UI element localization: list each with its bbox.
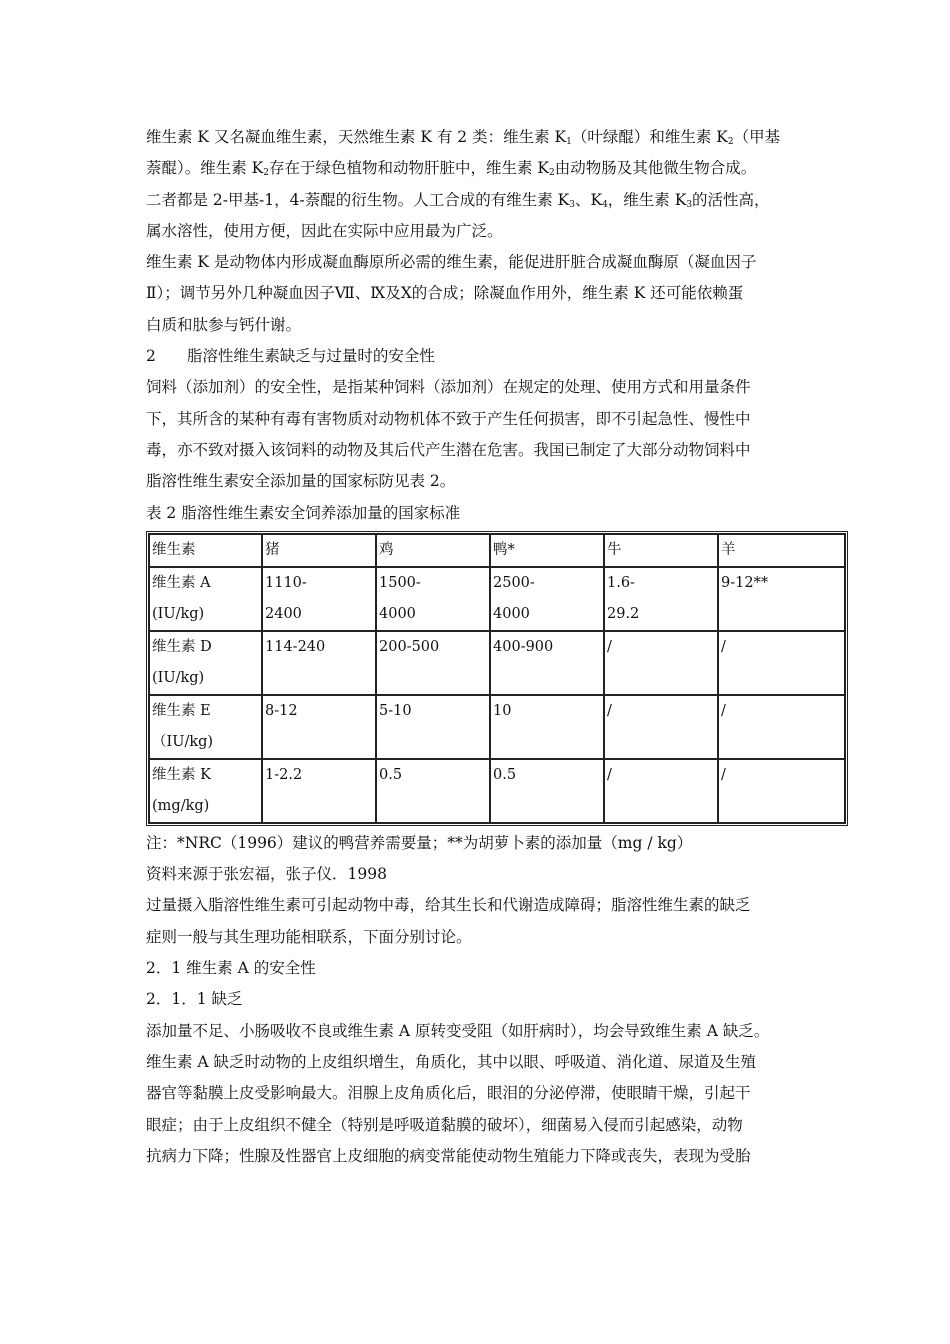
cell-value: 2400 [265, 605, 302, 622]
text-line: 毒，亦不致对摄入该饲料的动物及其后代产生潜在危害。我国已制定了大部分动物饲料中 [146, 440, 751, 459]
table-cell: / [604, 631, 718, 695]
table-header-cell: 猪 [262, 534, 376, 567]
text-line: 症则一般与其生理功能相联系，下面分别讨论。 [146, 927, 472, 946]
vitamin-name: 维生素 E [152, 702, 211, 719]
subscript: 2 [263, 168, 269, 179]
cell-value: 4000 [379, 605, 416, 622]
paragraph-vitamin-k-intro [146, 122, 806, 247]
table-cell: 0.5 [376, 759, 490, 823]
vitamin-name: 维生素 D [152, 638, 212, 655]
text-line: 器官等黏膜上皮受影响最大。泪腺上皮角质化后，眼泪的分泌停滞，使眼睛干燥，引起干 [146, 1084, 751, 1103]
subscript: 2 [549, 168, 555, 179]
table-cell: 400-900 [490, 631, 604, 695]
table-cell [604, 567, 718, 631]
table-header-cell: 羊 [718, 534, 845, 567]
section-heading-2-1-1: 2．1．1 缺乏 [146, 990, 243, 1009]
table-cell [490, 567, 604, 631]
vitamin-unit: （IU/kg) [152, 733, 214, 750]
table-row [149, 631, 845, 695]
vitamin-name: 维生素 A [152, 574, 211, 591]
table-cell: / [604, 695, 718, 759]
vitamin-standard-table [146, 531, 848, 826]
subscript: 4 [602, 199, 608, 210]
paragraph-overdose [146, 890, 806, 953]
paragraph-feed-safety [146, 372, 806, 497]
table-cell: 5-10 [376, 695, 490, 759]
table-cell: 9-12** [718, 567, 845, 631]
text: （叶绿醌）和维生素 K [571, 128, 728, 146]
subscript: 3 [569, 199, 575, 210]
text-line: 饲料（添加剂）的安全性，是指某种饲料（添加剂）在规定的处理、使用方式和用量条件 [146, 378, 751, 397]
vitamin-unit: (mg/kg) [152, 797, 210, 814]
section-heading-2-1: 2．1 维生素 A 的安全性 [146, 959, 316, 978]
text: 的活性高， [692, 190, 770, 209]
text: 由动物肠及其他微生物合成。 [554, 159, 757, 178]
table-caption: 表 2 脂溶性维生素安全饲养添加量的国家标准 [146, 503, 461, 522]
table-header-cell: 鸭* [490, 534, 604, 567]
table-cell: 200-500 [376, 631, 490, 695]
table-cell [149, 631, 262, 695]
cell-value: 4000 [493, 605, 530, 622]
table-header-cell: 牛 [604, 534, 718, 567]
table-cell: 1-2.2 [262, 759, 376, 823]
table-row [149, 695, 845, 759]
table-cell: 114-240 [262, 631, 376, 695]
vitamin-name: 维生素 K [152, 766, 211, 783]
text-line: 脂溶性维生素安全添加量的国家标防见表 2。 [146, 472, 456, 491]
subscript: 3 [686, 199, 693, 210]
text-line: 维生素 K 是动物体内形成凝血酶原所必需的维生素，能促进肝脏合成凝血酶原（凝血因子 [146, 253, 757, 272]
text-line: 抗病力下降；性腺及性器官上皮细胞的病变常能使动物生殖能力下降或丧失，表现为受胎 [146, 1146, 751, 1165]
cell-value: 1.6- [607, 574, 635, 591]
text: 维生素 K 又名凝血维生素，天然维生素 K 有 2 类：维生素 K [146, 128, 567, 146]
text-line: 属水溶性，使用方便，因此在实际中应用最为广泛。 [146, 221, 503, 240]
text: 、K [574, 190, 603, 209]
table-header-row [149, 534, 845, 567]
text: 存在于绿色植物和动物肝脏中，维生素 K [269, 159, 550, 178]
table-row [149, 567, 845, 631]
table-header-cell: 鸡 [376, 534, 490, 567]
table-cell: / [718, 759, 845, 823]
table-cell: 10 [490, 695, 604, 759]
vitamin-unit: (IU/kg) [152, 669, 205, 686]
vitamin-unit: (IU/kg) [152, 605, 205, 622]
text-line: 维生素 A 缺乏时动物的上皮组织增生，角质化，其中以眼、呼吸道、消化道、尿道及生殖 [146, 1052, 757, 1071]
table-cell [149, 567, 262, 631]
cell-value: 1110- [265, 574, 307, 591]
text-line: 下，其所含的某种有毒有害物质对动物机体不致于产生任何损害，即不引起急性、慢性中 [146, 409, 751, 428]
table-cell [376, 567, 490, 631]
text: 萘醌）。维生素 K [146, 159, 264, 178]
subscript: 2 [727, 137, 734, 147]
cell-value: 2500- [493, 574, 535, 591]
table-cell: 0.5 [490, 759, 604, 823]
cell-value: 1500- [379, 574, 421, 591]
document-page [146, 122, 806, 1172]
table-row [149, 759, 845, 823]
text-line: 添加量不足、小肠吸收不良或维生素 A 原转变受阻（如肝病时），均会导致维生素 A 缺乏。 [146, 1021, 770, 1040]
table-source: 资料来源于张宏福，张子仪．1998 [146, 865, 387, 884]
table-cell: 8-12 [262, 695, 376, 759]
paragraph-vitamin-k-function [146, 247, 806, 341]
table-note: 注：*NRC（1996）建议的鸭营养需要量；**为胡萝卜素的添加量（mg / kg） [146, 833, 693, 852]
table-cell: / [718, 695, 845, 759]
cell-value: 29.2 [607, 605, 640, 622]
table-cell: / [604, 759, 718, 823]
table-header-cell: 维生素 [149, 534, 262, 567]
subscript: 1 [566, 137, 572, 147]
text: （甲基 [733, 128, 781, 146]
text-line: 过量摄入脂溶性维生素可引起动物中毒，给其生长和代谢造成障碍；脂溶性维生素的缺乏 [146, 896, 751, 915]
text-line: 眼症；由于上皮组织不健全（特别是呼吸道黏膜的破坏），细菌易入侵而引起感染，动物 [146, 1115, 743, 1134]
section-heading-2: 2 脂溶性维生素缺乏与过量时的安全性 [146, 347, 435, 366]
text-line: 白质和肽参与钙什谢。 [146, 315, 302, 334]
table-cell [149, 695, 262, 759]
table-cell [149, 759, 262, 823]
table-cell: / [718, 631, 845, 695]
paragraph-vitamin-a-deficiency [146, 1016, 806, 1172]
table-cell [262, 567, 376, 631]
text-line: Ⅱ）；调节另外几种凝血因子Ⅶ、Ⅸ及Ⅹ的合成；除凝血作用外，维生素 K 还可能依赖蛋 [146, 284, 744, 303]
text: 二者都是 2-甲基-1，4-萘醌的衍生物。人工合成的有维生素 K [146, 190, 570, 209]
text: ，维生素 K [607, 190, 687, 209]
